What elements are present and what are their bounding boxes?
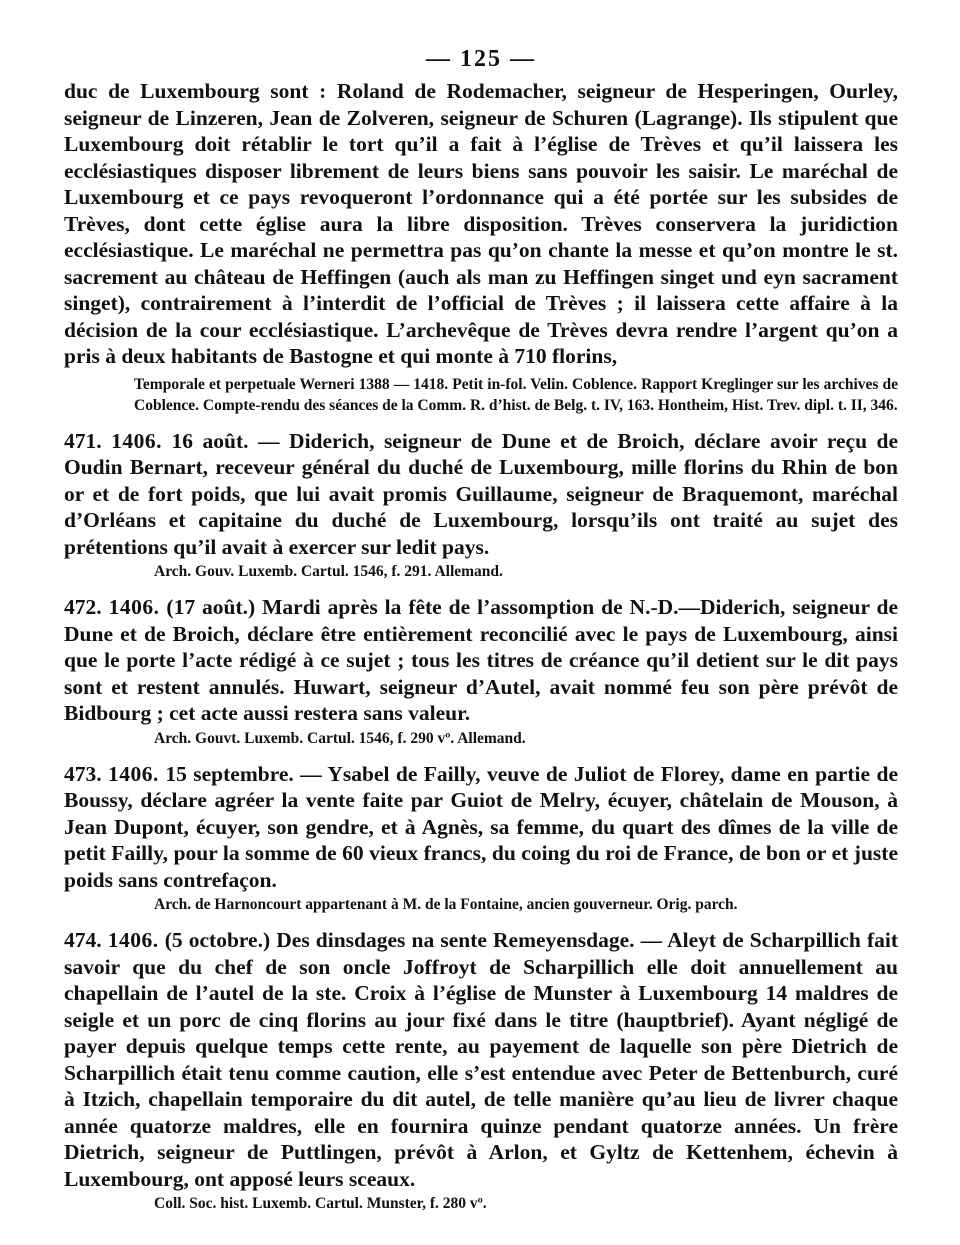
entry-date: (5 octobre.) [164, 928, 271, 952]
entry-text: — Aleyt de Scharpillich fait savoir que du chef de son oncle Joffroyt de Scharpillich elle doit annuellement au chapellain de l’autel de la ste. Croix à l’église de Munster à Luxembourg 14 maldres de seigle et un porc de cinq florins au jour fixé dans le titre (hauptbrief). Ayant négligé de payer depuis quelque temps cette rente, au payement de laquelle son père Dietrich de Scharpillich était tenu comme caution, elle s’est entendue avec Peter de Bettenburch, curé à Itzich, chapellain temporaire du dit autel, de telle manière qu’au lieu de livrer chaque année quatorze maldres, elle en fournira quinze pendant quatorze années. Un frère Dietrich, seigneur de Puttlingen, prévôt à Arlon, et Gyltz de Kettenhem, échevin à Luxembourg, ont apposé leurs sceaux. [64, 928, 898, 1191]
entry-year: 1406. [108, 595, 160, 619]
entry-473 [64, 761, 898, 916]
entry-472 [64, 594, 898, 749]
entry-heading: Des dinsdages na sente Remeyensdage. [276, 928, 635, 952]
entry-date: 16 août. [171, 428, 249, 453]
entry-number: 474. [64, 928, 102, 952]
entry-paragraph [64, 428, 898, 561]
entry-year: 1406. [108, 761, 159, 786]
entry-paragraph [64, 761, 898, 894]
entry-text: — Ysabel de Failly, veuve de Juliot de Florey, dame en partie de Boussy, déclare agréer la vente faite par Guiot de Melry, écuyer, châtelain de Mouson, à Jean Dupont, écuyer, son gendre, et à Agnès, sa femme, du quart des dîmes de la ville de petit Failly, pour la somme de 60 vieux francs, du coing du roi de France, de bon or et juste poids sans contrefaçon. [64, 761, 898, 892]
entry-year: 1406. [111, 428, 163, 453]
entry-date: 15 septembre. [165, 761, 294, 786]
entry-source: Arch. de Harnoncourt appartenant à M. de la Fontaine, ancien gouverneur. Orig. parch. [154, 896, 738, 913]
entry-heading: Mardi après la fête de l’assomption de N.-D. [262, 595, 679, 619]
intro-source-note: Temporale et perpetuale Werneri 1388 — 1418. Petit in-fol. Velin. Coblence. Rapport Kreglinger sur les archives de Coblence. Compte-rendu des séances de la Comm. R. d’hist. de Belg. t. IV, 163. Hontheim, Hist. Trev. dipl. t. II, 346. [134, 375, 898, 414]
entry-number: 472. [64, 595, 102, 619]
entry-date: (17 août.) [166, 595, 256, 619]
document-page [64, 40, 898, 1226]
entry-source: Coll. Soc. hist. Luxemb. Cartul. Munster, f. 280 vº. [154, 1195, 487, 1212]
intro-paragraph: duc de Luxembourg sont : Roland de Rodemacher, seigneur de Hesperingen, Ourley, seigneur de Linzeren, Jean de Zolveren, seigneur de Schuren (Lagrange). Ils stipulent que Luxembourg doit rétablir le tort qu’il a fait à l’église de Trèves et qu’il laissera les ecclésiastiques disposer librement de leurs biens sans pouvoir les saisir. Le maréchal de Luxembourg et ce pays revoqueront l’ordonnance qui a été portée sur les subsides de Trèves, dont cette église aura la libre disposition. Trèves conservera la juridiction ecclésiastique. Le maréchal ne permettra pas qu’on chante la messe et qu’on montre le st. sacrement au château de Heffingen (auch als man zu Heffingen singet und eyn sacrament singet), contrairement à l’interdit de l’official de Trèves ; il laissera cette affaire à la décision de la cour ecclésiastique. L’archevêque de Trèves devra rendre l’argent qu’on a pris à deux habitants de Bastogne et qui monte à 710 florins, [64, 79, 898, 368]
entry-source: Arch. Gouvt. Luxemb. Cartul. 1546, f. 290 vº. Allemand. [154, 729, 526, 747]
entry-paragraph [64, 594, 898, 727]
entry-474 [64, 927, 898, 1214]
entry-number: 471. [64, 428, 102, 453]
entry-source: Arch. Gouv. Luxemb. Cartul. 1546, f. 291. Allemand. [154, 563, 503, 580]
page-number: — 125 — [426, 46, 536, 72]
entry-number: 473. [64, 761, 102, 786]
entry-year: 1406. [107, 928, 159, 952]
entry-text: —Diderich, seigneur de Dune et de Broich, déclare être entièrement reconcilié avec le pays de Luxembourg, ainsi que le porte l’acte rédigé à ce sujet ; tous les titres de créance qu’il detient sur le dit pays sont et restent annulés. Huwart, seigneur d’Autel, avait nommé feu son père prévôt de Bidbourg ; cet acte aussi restera sans valeur. [64, 595, 899, 725]
entry-471 [64, 428, 898, 583]
entry-paragraph [64, 927, 898, 1192]
entry-text: — Diderich, seigneur de Dune et de Broich, déclare avoir reçu de Oudin Bernart, receveur général du duché de Luxembourg, mille florins du Rhin de bon or et de fort poids, que lui avait promis Guillaume, seigneur de Braquemont, maréchal d’Orléans et capitaine du duché de Luxembourg, lorsqu’ils ont traité au sujet des prétentions qu’il avait à exercer sur ledit pays. [64, 428, 899, 559]
